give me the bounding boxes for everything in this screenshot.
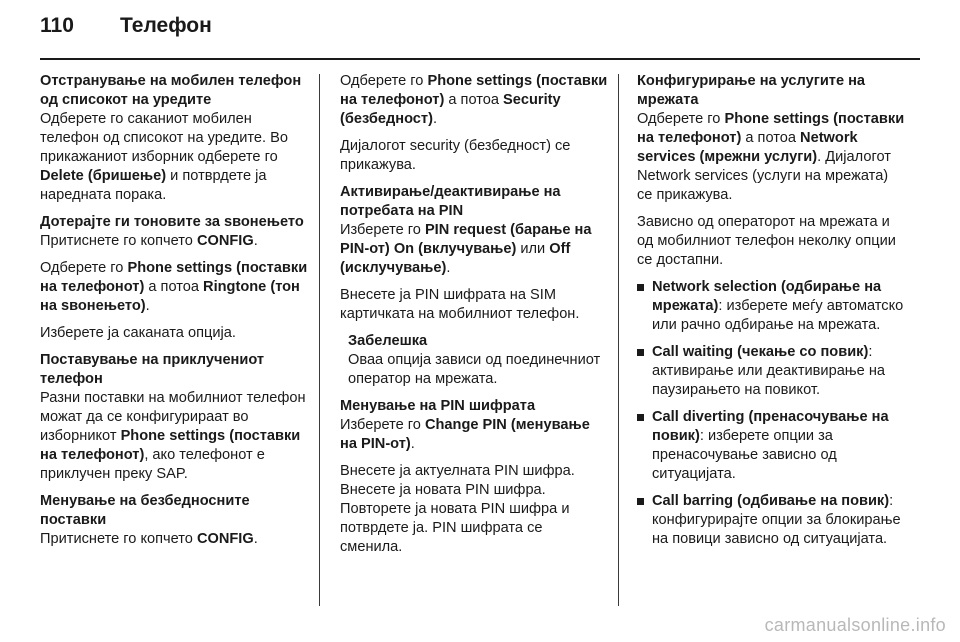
text: , ако телефонот е приклучен преку SAP. — [40, 447, 265, 482]
section-heading: Конфигурирање на услугите на мрежата — [637, 73, 866, 108]
section-ringtones — [40, 213, 308, 343]
paragraph: Дијалогот security (безбедност) се прикажува. — [340, 138, 571, 173]
text: и потврдете ја наредната порака. — [40, 168, 267, 203]
list-item — [637, 343, 905, 400]
option-desc: : изберете опции за пренасочување зависно од ситуацијата. — [652, 428, 837, 482]
menu-term: Phone settings (поставки на телефонот) — [637, 111, 905, 146]
section-heading: Активирање/деактивирање на потребата на PIN — [340, 184, 561, 219]
text: . — [446, 260, 451, 276]
option-desc: : изберете меѓу автоматско или рачно одбирање на мрежата. — [652, 298, 904, 333]
text: а потоа — [741, 130, 801, 146]
paragraph: Изберете ја саканата опција. — [40, 325, 236, 341]
text: . — [410, 436, 415, 452]
menu-term: Delete (бришење) — [40, 168, 167, 184]
section-heading: Дотерајте ги тоновите за ѕвонењето — [40, 214, 304, 230]
menu-term: Phone settings (поставки на телефонот) — [40, 260, 308, 295]
paragraph — [637, 110, 905, 205]
watermark-text: carmanualsonline.info — [764, 615, 946, 635]
text: . — [145, 298, 150, 314]
text: а потоа — [144, 279, 204, 295]
menu-term: Phone settings (поставки на телефонот) — [340, 73, 608, 108]
text: Одберете го — [40, 260, 128, 276]
section-security-dialog — [340, 72, 608, 175]
option-term: Call diverting (пренасочување на повик) — [652, 409, 889, 444]
text: Изберете го — [340, 222, 425, 238]
column-1 — [40, 72, 308, 557]
option-term: Call waiting (чекање со повик) — [652, 344, 869, 360]
section-network-services — [637, 72, 905, 270]
button-term: CONFIG — [196, 531, 254, 547]
menu-term: Off (исклучување) — [340, 241, 571, 276]
paragraph — [40, 530, 308, 549]
text: Разни поставки на мобилниот телефон можат да се конфигурираат во изборникот — [40, 390, 306, 444]
paragraph — [340, 221, 608, 278]
section-heading: Менување на PIN шифрата — [340, 398, 536, 414]
network-options-list — [637, 278, 905, 549]
text: Притиснете го копчето — [40, 531, 197, 547]
section-heading: Поставување на приклучениот телефон — [40, 352, 265, 387]
list-item — [637, 408, 905, 484]
note-box — [340, 332, 608, 389]
section-connected-phone — [40, 351, 308, 484]
text: Одберете го — [637, 111, 725, 127]
text: Одберете го саканиот мобилен телефон од списокот на уредите. Во прикажаниот изборник одберете го — [40, 111, 288, 165]
option-desc: : конфигурирајте опции за блокирање на повици зависно од ситуацијата. — [652, 493, 901, 547]
paragraph: Внесете ја PIN шифрата на SIM картичката на мобилниот телефон. — [340, 287, 580, 322]
text: а потоа — [444, 92, 504, 108]
text: . — [253, 233, 258, 249]
paragraph: Зависно од операторот на мрежата и од мобилниот телефон неколку опции се достапни. — [637, 214, 896, 268]
column-3 — [637, 72, 905, 557]
text: Притиснете го копчето — [40, 233, 197, 249]
paragraph — [40, 389, 308, 484]
menu-term: Ringtone (тон на ѕвонењето) — [40, 279, 300, 314]
note-title: Забелешка — [348, 333, 428, 349]
menu-term: Security (безбедност) — [340, 92, 561, 127]
page-number: 110 — [40, 14, 74, 37]
text: или — [516, 241, 550, 257]
button-term: CONFIG — [196, 233, 254, 249]
text: Дијалогот Network services (услуги на мрежата) се прикажува. — [637, 149, 891, 203]
section-change-pin — [340, 397, 608, 557]
text: . — [253, 531, 258, 547]
header-rule — [40, 58, 920, 60]
section-heading: Отстранување на мобилен телефон од списокот на уредите — [40, 73, 302, 108]
text: Одберете го — [340, 73, 428, 89]
section-pin-request — [340, 183, 608, 389]
menu-term: Network services (мрежни услуги) — [637, 130, 858, 165]
column-2 — [340, 72, 608, 565]
section-heading: Менување на безбедносните поставки — [40, 493, 250, 528]
column-divider-right — [618, 74, 619, 606]
paragraph: Внесете ја актуелната PIN шифра. Внесете ја новата PIN шифра. Повторете ја новата PIN шифра и потврдете ја. PIN шифрата се сменила. — [340, 463, 575, 555]
menu-term: On (вклучување) — [393, 241, 517, 257]
option-term: Network selection (одбирање на мрежата) — [652, 279, 882, 314]
column-divider-left — [319, 74, 320, 606]
list-item — [637, 492, 905, 549]
list-item — [637, 278, 905, 335]
menu-term: PIN request (барање на PIN-от) — [340, 222, 592, 257]
paragraph — [40, 259, 308, 316]
text: . — [817, 149, 822, 165]
paragraph — [40, 110, 308, 205]
option-desc: : активирање или деактивирање на паузирањето на повикот. — [652, 344, 886, 398]
page-header — [40, 14, 920, 38]
section-security-settings — [40, 492, 308, 549]
text: Изберете го — [340, 417, 425, 433]
paragraph — [340, 72, 608, 129]
menu-term: Phone settings (поставки на телефонот) — [40, 428, 301, 463]
option-term: Call barring (одбивање на повик) — [652, 493, 890, 509]
page-title: Телефон — [120, 14, 212, 37]
text: . — [432, 111, 437, 127]
paragraph — [40, 232, 308, 251]
section-remove-phone — [40, 72, 308, 205]
menu-term: Change PIN (менување на PIN-от) — [340, 417, 590, 452]
note-text: Оваа опција зависи од поединечниот оператор на мрежата. — [348, 352, 601, 387]
paragraph — [340, 416, 608, 454]
